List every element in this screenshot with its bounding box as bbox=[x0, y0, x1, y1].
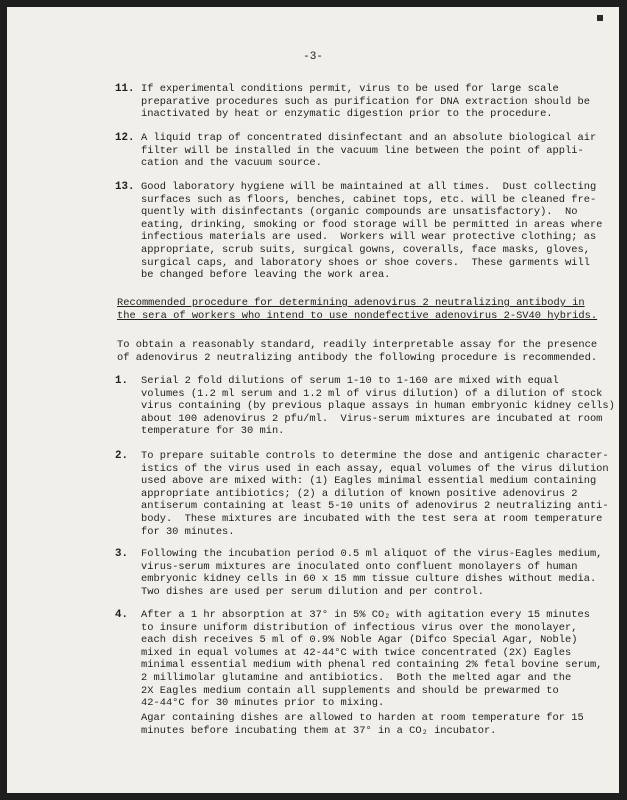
section-heading: Recommended procedure for determining adenovirus 2 neutralizing antibody in the sera of workers who intend to use nondefective adenovirus 2-SV40 hybrids. bbox=[117, 297, 598, 322]
list-item-text: A liquid trap of concentrated disinfectant and an absolute biological air filter will be installed in the vacuum line between the point of appli- cation and the vacuum source. bbox=[141, 132, 597, 170]
step-number: 2. bbox=[115, 450, 128, 462]
step-text: Serial 2 fold dilutions of serum 1-10 to 1-160 are mixed with equal volumes (1.2 ml serum and 1.2 ml of virus dilution) of a dilution of stock virus containing (by previous plaque assays in human embryonic kidney cells) about 100 adenovirus 2 pfu/ml. Virus-serum mixtures are incubated at room temperature for 30 min. bbox=[141, 375, 615, 438]
closing-paragraph: Agar containing dishes are allowed to harden at room temperature for 15 minutes before incubating them at 37° in a CO₂ incubator. bbox=[141, 712, 584, 737]
list-item-number: 11. bbox=[115, 83, 135, 95]
step-number: 4. bbox=[115, 609, 128, 621]
list-item-text: Good laboratory hygiene will be maintained at all times. Dust collecting surfaces such as floors, benches, cabinet tops, etc. will be cleaned fre- quently with disinfectants (organic compounds are unsatisfactory). No eating, drinking, smoking or food storage will be permitted in areas where infectious materials are used. Workers will wear protective clothing; as appropriate, scrub suits, surgical gowns, coveralls, face masks, gloves, surgical caps, and laboratory shoes or shoe covers. These garments will be changed before leaving the work area. bbox=[141, 181, 603, 282]
step-text: After a 1 hr absorption at 37° in 5% CO₂ with agitation every 15 minutes to insure uniform distribution of infectious virus over the monolayer, each dish receives 5 ml of 0.9% Noble Agar (Difco Special Agar, Noble) mixed in equal volumes at 42-44°C with twice concentrated (2X) Eagles minimal essential medium with phenal red containing 2% fetal bovine serum, 2 millimolar glutamine and antibiotics. Both the melted agar and the 2X Eagles medium contain all supplements and should be prewarmed to 42-44°C for 30 minutes prior to mixing. bbox=[141, 609, 603, 710]
list-item-number: 13. bbox=[115, 181, 135, 193]
step-text: To prepare suitable controls to determine the dose and antigenic character- istics of the virus used in each assay, equal volumes of the virus dilution used above are mixed with: (1) Eagles minimal essential medium containing appropriate antibiotics; (2) a dilution of known positive adenovirus 2 antiserum containing at least 5-10 units of adenovirus 2 neutralizing anti- body. These mixtures are incubated with the test sera at room temperature for 30 minutes. bbox=[141, 450, 609, 538]
scan-corner-mark bbox=[597, 15, 603, 21]
list-item-text: If experimental conditions permit, virus to be used for large scale preparative procedures such as purification for DNA extraction should be inactivated by heat or enzymatic digestion prior to the procedure. bbox=[141, 83, 590, 121]
step-text: Following the incubation period 0.5 ml aliquot of the virus-Eagles medium, virus-serum mixtures are inoculated onto confluent monolayers of human embryonic kidney cells in 60 x 15 mm tissue culture dishes without media. Two dishes are used per serum dilution and per control. bbox=[141, 548, 603, 598]
list-item-number: 12. bbox=[115, 132, 135, 144]
page-number: -3- bbox=[303, 51, 323, 63]
step-number: 3. bbox=[115, 548, 128, 560]
document-page bbox=[7, 7, 619, 793]
intro-paragraph: To obtain a reasonably standard, readily interpretable assay for the presence of adenovirus 2 neutralizing antibody the following procedure is recommended. bbox=[117, 339, 598, 364]
step-number: 1. bbox=[115, 375, 128, 387]
